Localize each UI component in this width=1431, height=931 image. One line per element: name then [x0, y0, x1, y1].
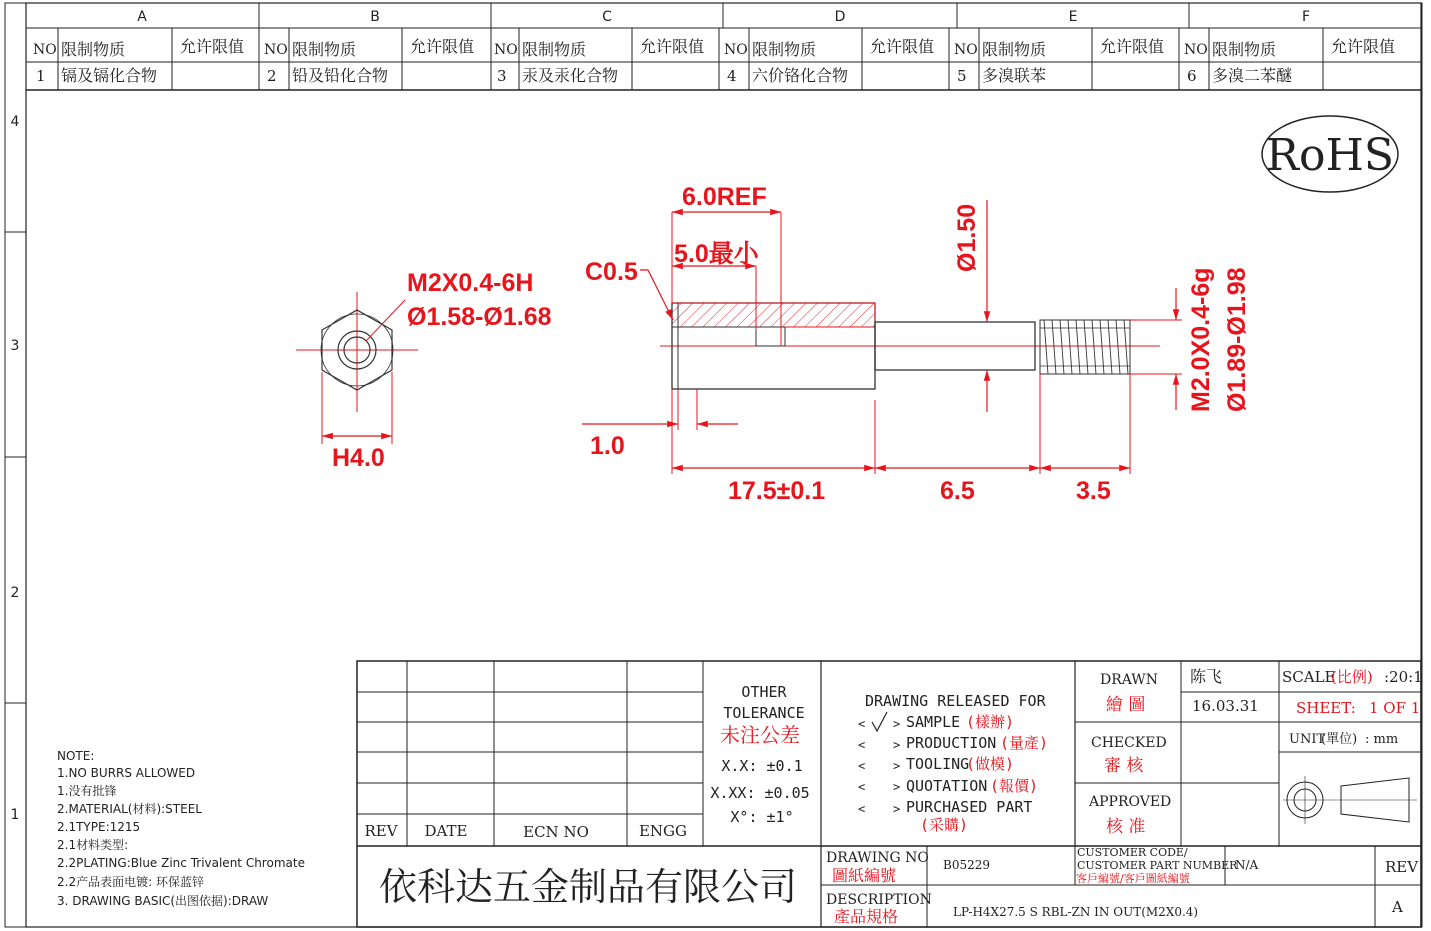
- note-line: 2.1TYPE:1215: [57, 820, 141, 834]
- col-substance-header: 限制物质: [522, 40, 587, 59]
- dim-thread-out: M2.0X0.4-6g: [1187, 267, 1215, 412]
- substance-no: 2: [267, 67, 277, 85]
- customer-code: N/A: [1235, 858, 1259, 872]
- release-item: PRODUCTION: [906, 734, 997, 752]
- rev-header: REV: [364, 822, 398, 840]
- checked-label: CHECKED: [1091, 735, 1167, 751]
- col-substance-header: 限制物质: [752, 40, 817, 59]
- dim-dia-neck: Ø1.50: [953, 203, 981, 272]
- zone-labels: [137, 9, 1310, 25]
- notes-block: [57, 749, 305, 908]
- note-line: 3. DRAWING BASIC(出图依据):DRAW: [57, 894, 269, 908]
- svg-text:>: >: [893, 759, 901, 773]
- zone-label: D: [834, 9, 846, 25]
- scale-label-cn: (比例): [1331, 668, 1373, 686]
- approved-label: APPROVED: [1089, 794, 1172, 810]
- col-substance-header: 限制物质: [292, 40, 357, 59]
- note-line: 2.2产品表面电镀: 环保蓝锌: [57, 875, 204, 889]
- dim-body-len: 17.5±0.1: [728, 477, 826, 505]
- svg-text:<: <: [858, 717, 866, 731]
- dim-thread-in-dia: Ø1.58-Ø1.68: [407, 303, 552, 331]
- dim-thread-in: M2X0.4-6H: [407, 269, 534, 297]
- substance-name: 多溴二苯醚: [1212, 66, 1293, 85]
- release-item-cn: (做模): [966, 755, 1015, 773]
- release-block: [858, 692, 1048, 834]
- substance-no: 4: [727, 67, 737, 85]
- drawn-date: 16.03.31: [1192, 697, 1259, 715]
- row-label: 4: [10, 114, 20, 130]
- standoff-side-view: [582, 183, 1251, 505]
- release-item-cn: (報價): [990, 777, 1039, 795]
- zone-label: B: [370, 9, 380, 25]
- release-title: DRAWING RELEASED FOR: [865, 692, 1046, 710]
- dim-flange: 1.0: [590, 432, 625, 460]
- col-no-header: NO: [1184, 42, 1208, 58]
- svg-text:<: <: [858, 802, 866, 816]
- tolerance-xxx: X.XX: ±0.05: [710, 784, 810, 802]
- rohs-mark: [1262, 116, 1398, 192]
- substance-name: 铅及铅化合物: [292, 66, 389, 85]
- zone-label: A: [137, 9, 147, 25]
- release-item-cn: (采購): [920, 816, 969, 834]
- date-header: DATE: [424, 822, 468, 840]
- row-labels: [11, 114, 20, 823]
- col-limit-header: 允许限值: [870, 37, 935, 56]
- unit-value: : mm: [1365, 732, 1399, 747]
- col-limit-header: 允许限值: [1100, 37, 1165, 56]
- release-item: QUOTATION: [906, 777, 988, 795]
- restricted-substances-table: [26, 28, 1421, 90]
- description-label: DESCRIPTION: [826, 892, 932, 908]
- rev-label: REV: [1385, 858, 1419, 876]
- male-thread: [1040, 320, 1130, 374]
- svg-text:>: >: [893, 802, 901, 816]
- customer-code-label: CUSTOMER CODE/: [1077, 846, 1188, 859]
- rohs-label: RoHS: [1265, 130, 1395, 181]
- row-label: 2: [10, 585, 20, 601]
- release-item: SAMPLE: [906, 713, 961, 731]
- approved-label-cn: 核 准: [1106, 817, 1146, 837]
- note-line: 2.2PLATING:Blue Zinc Trivalent Chromate: [57, 856, 305, 870]
- svg-text:>: >: [893, 780, 901, 794]
- release-item: PURCHASED PART: [906, 798, 1033, 816]
- col-limit-header: 允许限值: [410, 37, 475, 56]
- tolerance-block: [710, 683, 809, 826]
- unit-label-cn: (單位): [1321, 732, 1358, 747]
- scale-label: SCALE: [1282, 668, 1336, 686]
- dim-hex: H4.0: [332, 444, 385, 472]
- substance-no: 1: [36, 67, 46, 85]
- ecn-header: ECN NO: [523, 823, 589, 841]
- tolerance-angle: X°: ±1°: [730, 808, 794, 826]
- checked-label-cn: 審 核: [1104, 756, 1144, 776]
- drawing-number-block: [826, 846, 1419, 926]
- drawn-by: 陈飞: [1190, 667, 1223, 686]
- drawn-label: DRAWN: [1100, 672, 1158, 688]
- unit-label: UNIT: [1289, 732, 1326, 747]
- description-label-cn: 產品規格: [834, 907, 899, 926]
- substance-no: 5: [957, 67, 967, 85]
- scale-value: :20:1: [1384, 668, 1423, 686]
- col-no-header: NO: [724, 42, 748, 58]
- tolerance-title-cn: 未注公差: [720, 723, 800, 747]
- hex-end-view: [296, 269, 552, 472]
- substance-name: 汞及汞化合物: [522, 66, 619, 85]
- svg-text:<: <: [858, 738, 866, 752]
- dim-ref: 6.0REF: [682, 183, 767, 211]
- drawing-no-label: DRAWING NO: [826, 850, 929, 866]
- col-limit-header: 允许限值: [180, 37, 245, 56]
- svg-text:>: >: [893, 738, 901, 752]
- col-no-header: NO: [33, 42, 57, 58]
- substance-name: 镉及镉化合物: [61, 66, 158, 85]
- projection-symbol-icon: [1283, 776, 1417, 824]
- tolerance-xx: X.X: ±0.1: [721, 757, 803, 775]
- tolerance-title: OTHER: [741, 683, 787, 701]
- col-substance-header: 限制物质: [1212, 40, 1277, 59]
- note-line: 2.MATERIAL(材料):STEEL: [57, 802, 202, 816]
- row-label: 3: [10, 338, 20, 354]
- dim-thread-out-dia: Ø1.89-Ø1.98: [1223, 267, 1251, 412]
- substance-name: 多溴联苯: [982, 66, 1047, 85]
- col-no-header: NO: [494, 42, 518, 58]
- customer-code-label-cn: 客戶編號/客戶圖紙編號: [1076, 872, 1190, 885]
- col-substance-header: 限制物质: [982, 40, 1047, 59]
- note-line: 1.NO BURRS ALLOWED: [57, 766, 196, 780]
- note-line: 2.1材料类型:: [57, 838, 129, 852]
- description-value: LP-H4X27.5 S RBL-ZN IN OUT(M2X0.4): [953, 905, 1199, 919]
- sheet-value: 1 OF 1: [1369, 699, 1421, 717]
- zone-label: F: [1301, 9, 1311, 25]
- revision-table: [364, 822, 687, 841]
- release-item-cn: (樣辦): [966, 713, 1015, 731]
- col-limit-header: 允许限值: [640, 37, 705, 56]
- dim-neck-len: 6.5: [940, 477, 975, 505]
- drawing-no-label-cn: 圖紙編號: [832, 866, 897, 885]
- col-substance-header: 限制物质: [61, 40, 126, 59]
- col-no-header: NO: [954, 42, 978, 58]
- check-icon: [872, 712, 887, 731]
- col-no-header: NO: [264, 42, 288, 58]
- drawn-label-cn: 繪 圖: [1106, 695, 1146, 715]
- substance-no: 6: [1187, 67, 1197, 85]
- row-label: 1: [10, 807, 20, 823]
- customer-code-label: CUSTOMER PART NUMBER: [1077, 859, 1238, 872]
- svg-text:<: <: [858, 759, 866, 773]
- drawing-no: B05229: [943, 858, 990, 872]
- substance-name: 六价铬化合物: [752, 66, 849, 85]
- svg-text:>: >: [893, 717, 901, 731]
- release-item-cn: (量產): [1000, 734, 1049, 752]
- dim-min-depth: 5.0最小: [674, 240, 759, 268]
- company-name: 依科达五金制品有限公司: [378, 865, 798, 909]
- dim-chamfer: C0.5: [585, 258, 638, 286]
- substance-no: 3: [497, 67, 507, 85]
- engg-header: ENGG: [638, 822, 688, 840]
- release-item: TOOLING: [906, 755, 970, 773]
- note-line: 1.没有批锋: [57, 784, 117, 798]
- tolerance-title: TOLERANCE: [723, 704, 805, 722]
- rev-value: A: [1392, 898, 1403, 916]
- sheet-label: SHEET:: [1296, 699, 1356, 717]
- note-line: NOTE:: [57, 749, 95, 763]
- zone-label: E: [1068, 9, 1078, 25]
- col-limit-header: 允许限值: [1331, 37, 1396, 56]
- zone-label: C: [602, 9, 612, 25]
- dim-thread-len: 3.5: [1076, 477, 1111, 505]
- svg-text:<: <: [858, 780, 866, 794]
